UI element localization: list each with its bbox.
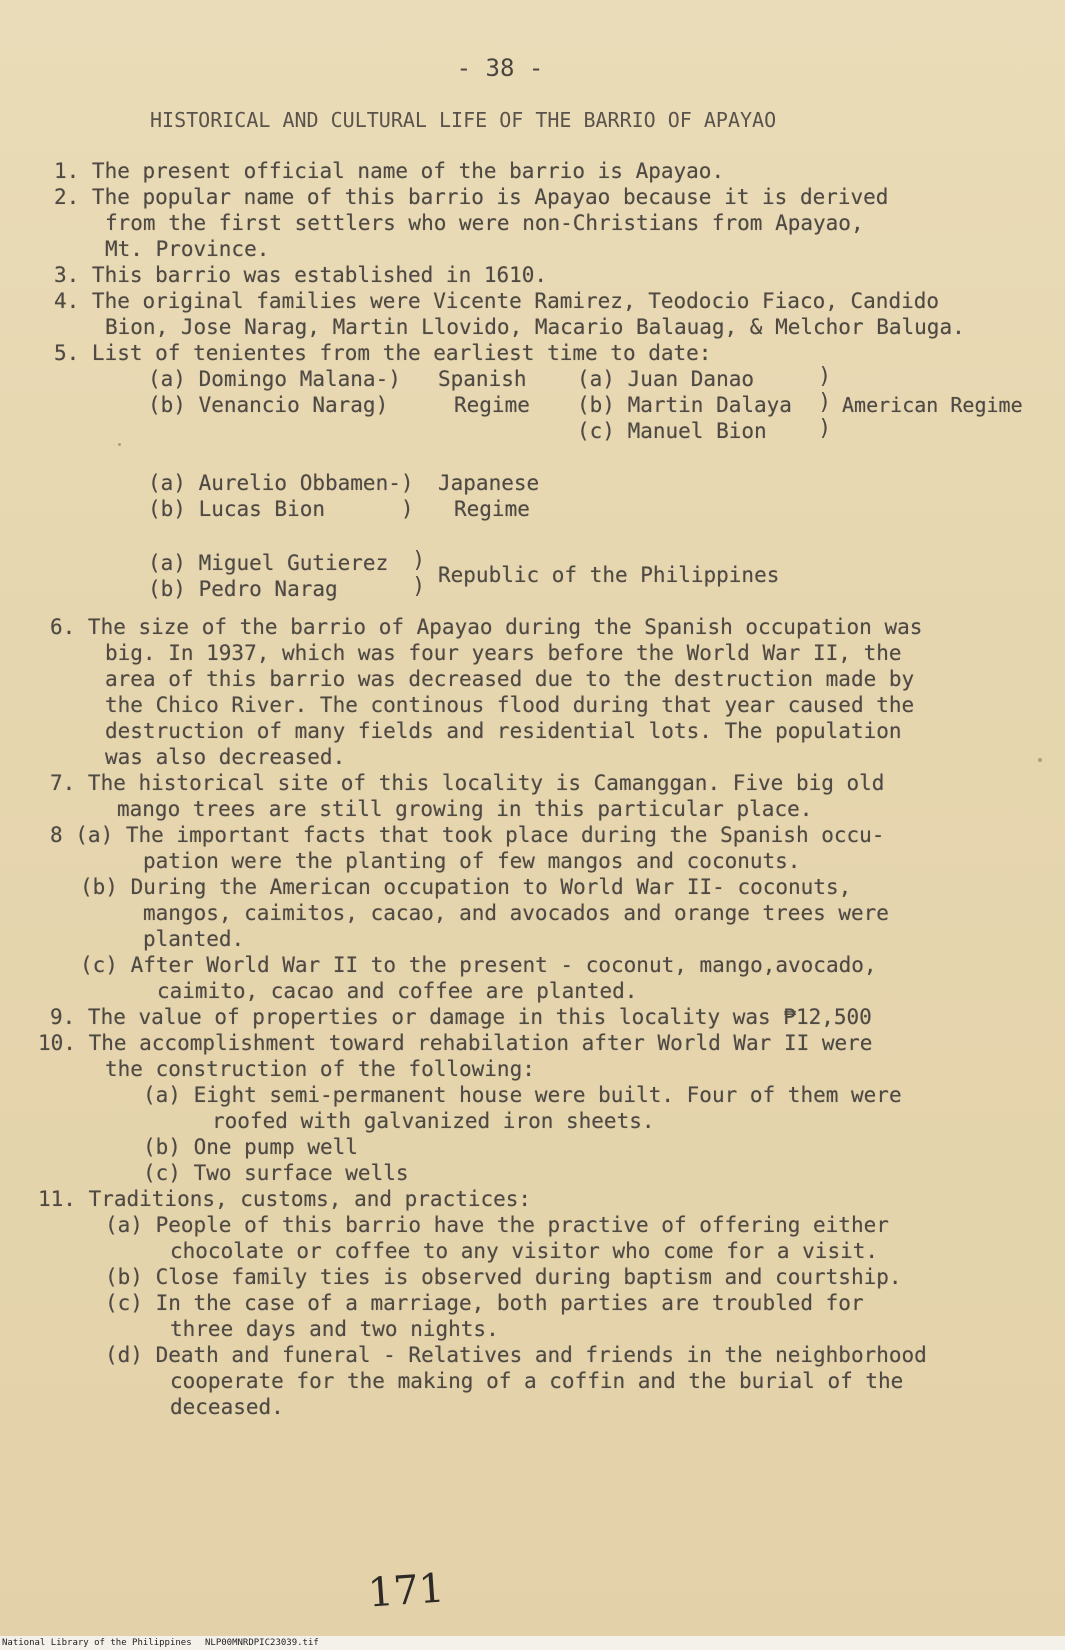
item-7-line-2: mango trees are still growing in this particular place. (117, 797, 813, 821)
item-4-line-2: Bion, Jose Narag, Martin Llovido, Macario Balauag, & Melchor Baluga. (105, 315, 965, 339)
handwritten-page-number: 171 (366, 1565, 446, 1617)
scan-footer (0, 1636, 1065, 1650)
item-6-line-2: big. In 1937, which was four years before the World War II, the (105, 641, 902, 665)
item-8b-line-1: (b) During the American occupation to World War II- coconuts, (80, 875, 852, 899)
item-8c-line-2: caimito, cacao and coffee are planted. (157, 979, 638, 1003)
teniente-republic-a: (a) Miguel Gutierez (148, 551, 389, 575)
regime-spanish-2: Regime (454, 393, 530, 417)
item-11d-line-1: (d) Death and funeral - Relatives and friends in the neighborhood (105, 1343, 927, 1367)
teniente-spanish-b: (b) Venancio Narag) (148, 393, 389, 417)
paper-speck (1038, 758, 1042, 762)
item-6-line-3: area of this barrio was decreased due to the destruction made by (105, 667, 915, 691)
footer-filename: NLP00MNRDPIC23039.tif (205, 1638, 319, 1648)
item-11-line: 11. Traditions, customs, and practices: (38, 1187, 532, 1211)
item-11c-line-2: three days and two nights. (170, 1317, 499, 1341)
item-5-line: 5. List of tenientes from the earliest time to date: (54, 341, 712, 365)
item-8a-line-2: pation were the planting of few mangos and coconuts. (143, 849, 801, 873)
footer-library: National Library of the Philippines (2, 1638, 192, 1648)
regime-republic: Republic of the Philippines (438, 563, 780, 587)
item-10a-line-2: roofed with galvanized iron sheets. (212, 1109, 655, 1133)
teniente-republic-b: (b) Pedro Narag (148, 577, 338, 601)
item-6-line-4: the Chico River. The continous flood during that year caused the (105, 693, 915, 717)
teniente-japanese-b: (b) Lucas Bion ) (148, 497, 414, 521)
teniente-japanese-a: (a) Aurelio Obbamen-) (148, 471, 414, 495)
brace-american-2: ) (818, 390, 832, 415)
item-11d-line-2: cooperate for the making of a coffin and the burial of the (170, 1369, 904, 1393)
teniente-american-b: (b) Martin Dalaya (577, 393, 792, 417)
brace-republic-2: ) (412, 574, 426, 599)
item-11a-line-1: (a) People of this barrio have the practive of offering either (105, 1213, 889, 1237)
item-11d-line-3: deceased. (170, 1395, 284, 1419)
item-10-line-1: 10. The accomplishment toward rehabilation after World War II were (38, 1031, 873, 1055)
page-number: - 38 - (456, 54, 544, 82)
item-6-line-1: 6. The size of the barrio of Apayao during the Spanish occupation was (50, 615, 923, 639)
item-8a-line-1: 8 (a) The important facts that took place during the Spanish occu- (50, 823, 885, 847)
item-9-line: 9. The value of properties or damage in this locality was ₱12,500 (50, 1005, 872, 1029)
item-2-line-3: Mt. Province. (105, 237, 270, 261)
item-7-line-1: 7. The historical site of this locality is Camanggan. Five big old (50, 771, 885, 795)
item-11c-line-1: (c) In the case of a marriage, both parties are troubled for (105, 1291, 864, 1315)
item-11a-line-2: chocolate or coffee to any visitor who come for a visit. (170, 1239, 879, 1263)
regime-japanese-1: Japanese (438, 471, 540, 495)
item-3-line: 3. This barrio was established in 1610. (54, 263, 548, 287)
teniente-american-c: (c) Manuel Bion (577, 419, 767, 443)
item-11b-line: (b) Close family ties is observed during baptism and courtship. (105, 1265, 902, 1289)
brace-american-1: ) (818, 364, 832, 389)
item-8b-line-3: planted. (143, 927, 245, 951)
item-10-line-2: the construction of the following: (105, 1057, 535, 1081)
regime-american: American Regime (842, 393, 1023, 417)
document-title: HISTORICAL AND CULTURAL LIFE OF THE BARRIO OF APAYAO (150, 108, 777, 132)
item-8b-line-2: mangos, caimitos, cacao, and avocados and orange trees were (143, 901, 889, 925)
paper-speck (118, 443, 121, 446)
regime-japanese-2: Regime (454, 497, 530, 521)
regime-spanish-1: Spanish (438, 367, 527, 391)
item-10a-line-1: (a) Eight semi-permanent house were built. Four of them were (143, 1083, 902, 1107)
teniente-spanish-a: (a) Domingo Malana-) (148, 367, 401, 391)
brace-republic-1: ) (412, 548, 426, 573)
item-2-line-2: from the first settlers who were non-Christians from Apayao, (105, 211, 864, 235)
item-1-line: 1. The present official name of the barrio is Apayao. (54, 159, 725, 183)
item-10c-line: (c) Two surface wells (143, 1161, 409, 1185)
item-8c-line-1: (c) After World War II to the present - coconut, mango,avocado, (80, 953, 877, 977)
item-2-line-1: 2. The popular name of this barrio is Apayao because it is derived (54, 185, 889, 209)
item-10b-line: (b) One pump well (143, 1135, 358, 1159)
brace-american-3: ) (818, 416, 832, 441)
item-6-line-6: was also decreased. (105, 745, 346, 769)
teniente-american-a: (a) Juan Danao (577, 367, 755, 391)
item-4-line-1: 4. The original families were Vicente Ramirez, Teodocio Fiaco, Candido (54, 289, 940, 313)
item-6-line-5: destruction of many fields and residential lots. The population (105, 719, 902, 743)
